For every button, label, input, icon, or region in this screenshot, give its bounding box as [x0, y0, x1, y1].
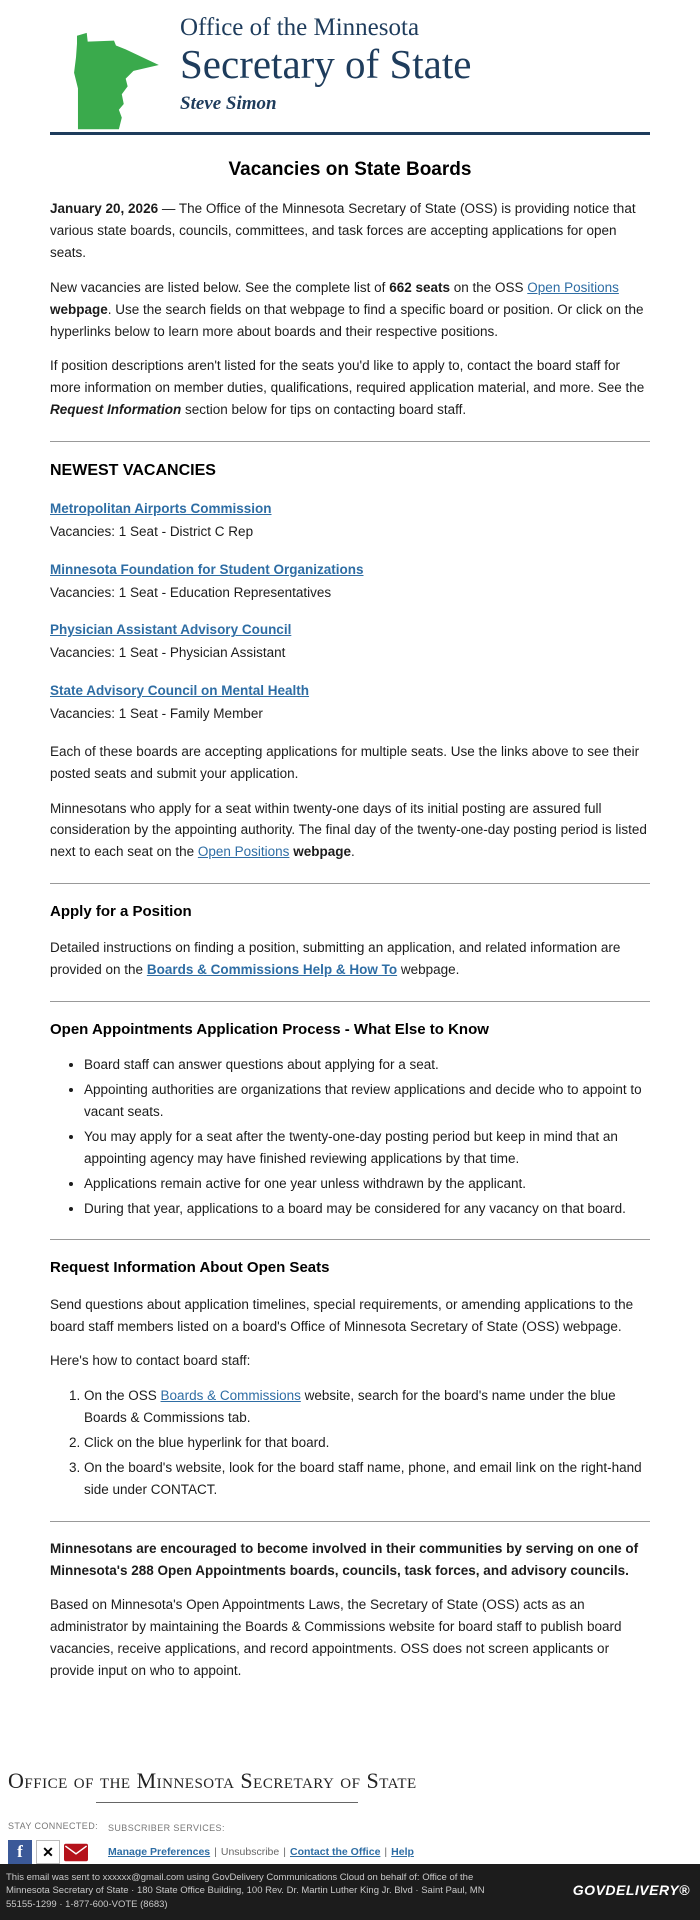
intro-paragraph-3	[50, 355, 650, 421]
section-divider	[50, 1239, 650, 1240]
social-icons	[8, 1840, 108, 1864]
seat-count-text: 662 seats	[389, 279, 450, 295]
boards-commissions-link[interactable]: Boards & Commissions	[160, 1388, 301, 1404]
apply-heading: Apply for a Position	[50, 903, 192, 921]
request-paragraph-2: Here's how to contact board staff:	[50, 1353, 251, 1369]
govdelivery-logo: GOVDELIVERY®	[572, 1882, 690, 1899]
bullet-item: • You may apply for a seat after the twenty-one-day posting period but keep in mind that an appointing agency may have finished reviewing applications by that time.	[84, 1126, 650, 1170]
subscriber-links	[108, 1844, 414, 1861]
org-name-line2: Secretary of State	[180, 40, 472, 87]
text-segment: . Use the search fields on that webpage to find a specific board or position. Or click on the hyperlinks below to learn more about boards and their respective positions.	[50, 301, 644, 339]
vacancy-item	[50, 498, 650, 543]
intro-paragraph-1	[50, 198, 650, 264]
bullet-item: • During that year, applications to a board may be considered for any vacancy on that board.	[84, 1198, 650, 1220]
request-heading: Request Information About Open Seats	[50, 1259, 330, 1277]
newest-vacancies-heading: NEWEST VACANCIES	[50, 462, 216, 480]
subscriber-services-block	[108, 1819, 414, 1861]
footer-org-name: Office of the Minnesota Secretary of State	[8, 1767, 417, 1793]
text-segment: New vacancies are listed below. See the complete list of	[50, 279, 390, 295]
step-item	[84, 1385, 650, 1429]
vacancy-detail: Vacancies: 1 Seat - Family Member	[50, 705, 263, 721]
text-segment: — The Office of the Minnesota Secretary of State (OSS) is providing notice that various state boards, councils, committees, and task forces are accepting applications for open seats.	[50, 201, 636, 261]
board-link-metropolitan-airports[interactable]: Metropolitan Airports Commission	[50, 500, 272, 516]
email-icon[interactable]	[64, 1840, 88, 1864]
vacancy-detail: Vacancies: 1 Seat - Education Representatives	[50, 584, 332, 600]
link-separator: |	[283, 1846, 286, 1858]
board-link-mental-health[interactable]: State Advisory Council on Mental Health	[50, 683, 310, 699]
closing-bold-paragraph: Minnesotans are encouraged to become involved in their communities by serving on one of Minnesota's 288 Open Appointments boards, councils, task forces, and advisory councils.	[50, 1540, 639, 1578]
stay-connected-label: STAY CONNECTED:	[8, 1821, 99, 1832]
board-link-student-organizations[interactable]: Minnesota Foundation for Student Organizations	[50, 561, 364, 577]
text-segment: section below for tips on contacting board staff.	[181, 402, 467, 418]
text-segment: webpage	[293, 844, 351, 860]
section-divider	[50, 1521, 650, 1522]
step-item: 3. On the board's website, look for the board staff name, phone, and email link on the right-hand side under CONTACT.	[84, 1457, 650, 1501]
masthead	[50, 14, 650, 135]
process-heading: Open Appointments Application Process - What Else to Know	[50, 1021, 489, 1039]
text-segment: webpage.	[397, 962, 460, 978]
unsubscribe-link[interactable]: Unsubscribe	[220, 1846, 280, 1858]
process-bullet-list	[50, 1054, 650, 1219]
section-divider	[50, 883, 650, 884]
intro-paragraph-2	[50, 277, 650, 343]
secretary-signature: Steve Simon	[180, 92, 277, 114]
text-segment: On the OSS	[84, 1388, 161, 1404]
link-separator: |	[214, 1846, 217, 1858]
subscriber-services-label: SUBSCRIBER SERVICES:	[108, 1823, 225, 1834]
text-segment: Detailed instructions on finding a position, submitting an application, and related information are provided on the	[50, 940, 621, 978]
footer-connect-row	[8, 1819, 692, 1864]
board-link-physician-assistant[interactable]: Physician Assistant Advisory Council	[50, 622, 292, 638]
open-positions-link[interactable]: Open Positions	[527, 279, 619, 295]
vacancy-item	[50, 680, 650, 725]
text-segment: webpage	[50, 301, 108, 317]
stay-connected-block	[8, 1819, 108, 1864]
contact-office-link[interactable]: Contact the Office	[289, 1846, 381, 1858]
link-separator: |	[384, 1846, 388, 1858]
bullet-item: • Applications remain active for one year unless withdrawn by the applicant.	[84, 1173, 650, 1195]
bullet-item: • Board staff can answer questions about applying for a seat.	[84, 1054, 650, 1076]
footer-divider	[96, 1802, 358, 1803]
vacancy-item	[50, 559, 650, 604]
minnesota-state-logo-icon	[64, 28, 164, 140]
bullet-item: • Appointing authorities are organizations that review applications and decide who to appoint to vacant seats.	[84, 1079, 650, 1123]
help-link[interactable]: Help	[391, 1846, 414, 1858]
text-segment: Minnesotans who apply for a seat within twenty-one days of its initial posting are assured full consideration by the appointing authority. The final day of the twenty-one-day posting period is listed next to each seat on the	[50, 800, 647, 860]
newest-paragraph-2	[50, 798, 650, 864]
manage-preferences-link[interactable]: Manage Preferences	[108, 1846, 211, 1858]
section-divider	[50, 1001, 650, 1002]
vacancy-item	[50, 619, 650, 664]
email-footer	[0, 1753, 700, 1864]
org-name-line1: Office of the Minnesota	[180, 14, 420, 41]
step-item: 2. Click on the blue hyperlink for that board.	[84, 1432, 650, 1454]
page-title: Vacancies on State Boards	[228, 158, 472, 180]
apply-paragraph	[50, 937, 650, 981]
help-how-to-link[interactable]: Boards & Commissions Help & How To	[146, 962, 398, 978]
section-divider	[50, 441, 650, 442]
text-segment: on the OSS	[450, 279, 528, 295]
org-title-block	[180, 14, 471, 132]
text-segment: If position descriptions aren't listed for the seats you'd like to apply to, contact the board staff for more information on member duties, qualifications, required application material, and more. See the	[50, 358, 645, 396]
closing-paragraph: Based on Minnesota's Open Appointments Laws, the Secretary of State (OSS) acts as an administrator by maintaining the Boards & Commissions website for board staff to publish board vacancies, receive applications, and record appointments. OSS does not screen applicants or provide input on who to appoint.	[50, 1597, 622, 1678]
govdelivery-bottom-bar	[0, 1864, 700, 1920]
date-text: January 20, 2026	[50, 201, 159, 217]
text-segment: website, search for the board's name under the blue Boards & Commissions tab.	[84, 1388, 616, 1426]
vacancy-detail: Vacancies: 1 Seat - District C Rep	[50, 523, 254, 539]
vacancy-detail: Vacancies: 1 Seat - Physician Assistant	[50, 645, 286, 661]
text-segment: .	[350, 844, 355, 860]
facebook-icon[interactable]: f	[8, 1840, 32, 1864]
request-paragraph-1: Send questions about application timelines, special requirements, or amending applications to the board staff members listed on a board's Office of Minnesota Secretary of State (OSS) webpage.	[50, 1296, 634, 1334]
delivery-disclaimer-text: This email was sent to xxxxxx@gmail.com using GovDelivery Communications Cloud on behalf of: Office of the Minnesota Secretary of State · 180 State Office Building, 100 Rev. Dr. Martin Luther King Jr. Blvd · Saint Paul, MN 55155-1299 · 1-877-600-VOTE (8683)	[6, 1872, 485, 1910]
x-icon[interactable]: ✕	[36, 1840, 60, 1864]
open-positions-link[interactable]: Open Positions	[197, 844, 290, 860]
newest-paragraph-1: Each of these boards are accepting applications for multiple seats. Use the links above to see their posted seats and submit your application.	[50, 743, 640, 781]
request-information-ref: Request Information	[50, 402, 182, 418]
contact-steps-list	[50, 1385, 650, 1500]
